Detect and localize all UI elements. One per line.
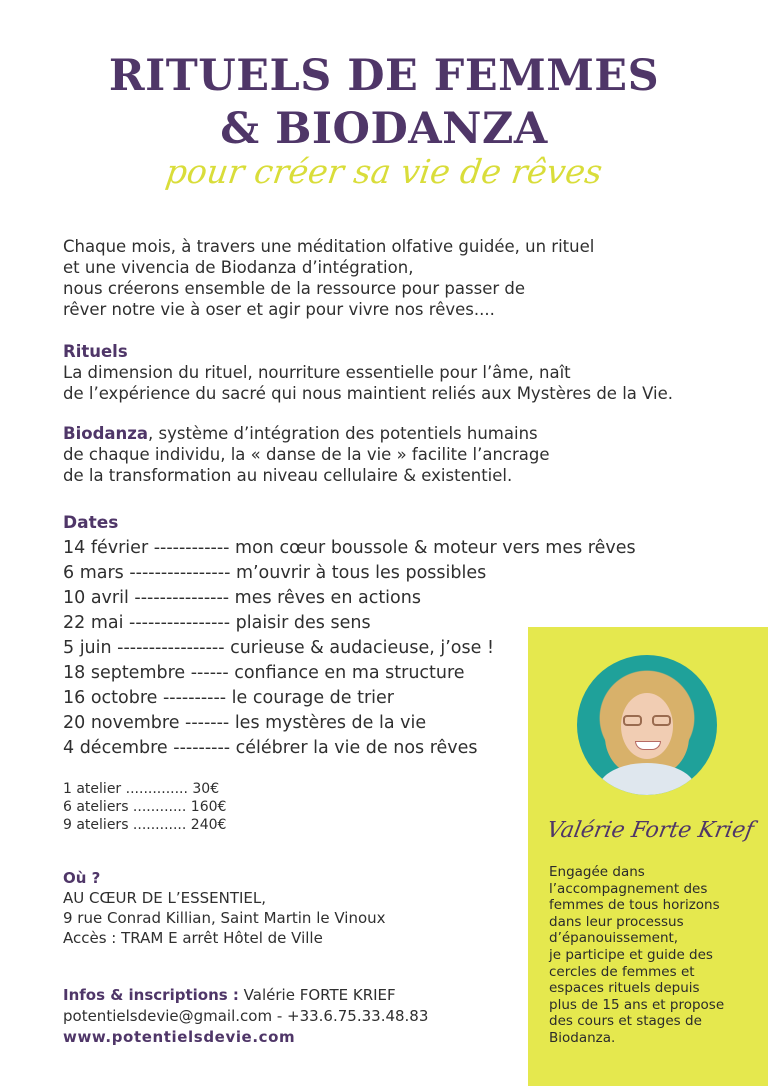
- date-item: 20 novembre ------- les mystères de la vie: [63, 713, 427, 733]
- date-item: 18 septembre ------ confiance en ma structure: [63, 663, 465, 683]
- bio-line: plus de 15 ans et propose: [549, 996, 725, 1013]
- dates-heading: Dates: [63, 513, 119, 533]
- photo-shirt: [599, 763, 695, 795]
- bio-line: dans leur processus: [549, 913, 684, 930]
- date-item: 10 avril --------------- mes rêves en actions: [63, 588, 421, 608]
- biodanza-line: de chaque individu, la « danse de la vie » facilite l’ancrage: [63, 445, 550, 464]
- date-item: 14 février ------------ mon cœur boussole & moteur vers mes rêves: [63, 538, 636, 558]
- location-line: Accès : TRAM E arrêt Hôtel de Ville: [63, 929, 323, 947]
- date-item: 22 mai ---------------- plaisir des sens: [63, 613, 371, 633]
- location-heading: Où ?: [63, 869, 101, 887]
- bio-line: l’accompagnement des: [549, 880, 708, 897]
- email-phone-link[interactable]: potentielsdevie@gmail.com - +33.6.75.33.48.83: [63, 1007, 429, 1025]
- rituels-line: de l’expérience du sacré qui nous maintient reliés aux Mystères de la Vie.: [63, 384, 674, 403]
- biodanza-keyword: Biodanza: [63, 424, 148, 443]
- biodanza-line-1: [63, 423, 550, 444]
- biodanza-section: [63, 423, 550, 486]
- bio-line: espaces rituels depuis: [549, 980, 700, 997]
- date-item: 4 décembre --------- célébrer la vie de nos rêves: [63, 738, 478, 758]
- bio-line: je participe et guide des: [549, 946, 713, 963]
- bio-line: des cours et stages de: [549, 1013, 702, 1030]
- intro-line: rêver notre vie à oser et agir pour vivre nos rêves....: [63, 300, 495, 319]
- contact-line: [63, 985, 428, 1006]
- price-item: 6 ateliers ............ 160€: [63, 799, 227, 815]
- contact-block: [63, 985, 428, 1048]
- website-link[interactable]: www.potentielsdevie.com: [63, 1028, 296, 1046]
- date-item: 16 octobre ---------- le courage de trier: [63, 688, 394, 708]
- location-line: AU CŒUR DE L’ESSENTIEL,: [63, 889, 267, 907]
- profile-bio: [549, 864, 754, 1047]
- bio-line: d’épanouissement,: [549, 930, 679, 947]
- bio-line: femmes de tous horizons: [549, 897, 720, 914]
- title-line-2: & BIODANZA: [220, 104, 548, 154]
- rituels-heading: Rituels: [63, 342, 128, 361]
- profile-photo: [577, 655, 717, 795]
- bio-line: Biodanza.: [549, 1029, 616, 1046]
- price-item: 1 atelier .............. 30€: [63, 781, 220, 797]
- title-line-1: RITUELS DE FEMMES: [108, 51, 660, 101]
- biodanza-line-1-rest: , système d’intégration des potentiels humains: [148, 424, 538, 443]
- photo-glasses: [623, 715, 671, 727]
- date-item: 6 mars ---------------- m’ouvrir à tous les possibles: [63, 563, 487, 583]
- rituels-line: La dimension du rituel, nourriture essentielle pour l’âme, naît: [63, 363, 571, 382]
- price-list: [63, 780, 226, 834]
- intro-line: Chaque mois, à travers une méditation olfative guidée, un rituel: [63, 237, 595, 256]
- bio-line: cercles de femmes et: [549, 963, 695, 980]
- date-item: 5 juin ----------------- curieuse & audacieuse, j’ose !: [63, 638, 494, 658]
- contact-name: Valérie FORTE KRIEF: [238, 986, 396, 1004]
- signature: Valérie Forte Krief: [544, 818, 756, 843]
- intro-line: nous créerons ensemble de la ressource pour passer de: [63, 279, 525, 298]
- bio-line: Engagée dans: [549, 864, 645, 880]
- rituels-section: [63, 341, 673, 404]
- intro-line: et une vivencia de Biodanza d’intégration,: [63, 258, 414, 277]
- contact-label: Infos & inscriptions :: [63, 986, 239, 1004]
- location-address: [63, 888, 386, 948]
- location-line: 9 rue Conrad Killian, Saint Martin le Vinoux: [63, 909, 386, 927]
- subtitle: pour créer sa vie de rêves: [163, 152, 605, 191]
- biodanza-line: de la transformation au niveau cellulaire & existentiel.: [63, 466, 513, 485]
- price-item: 9 ateliers ............ 240€: [63, 817, 227, 833]
- intro-paragraph: [63, 236, 594, 320]
